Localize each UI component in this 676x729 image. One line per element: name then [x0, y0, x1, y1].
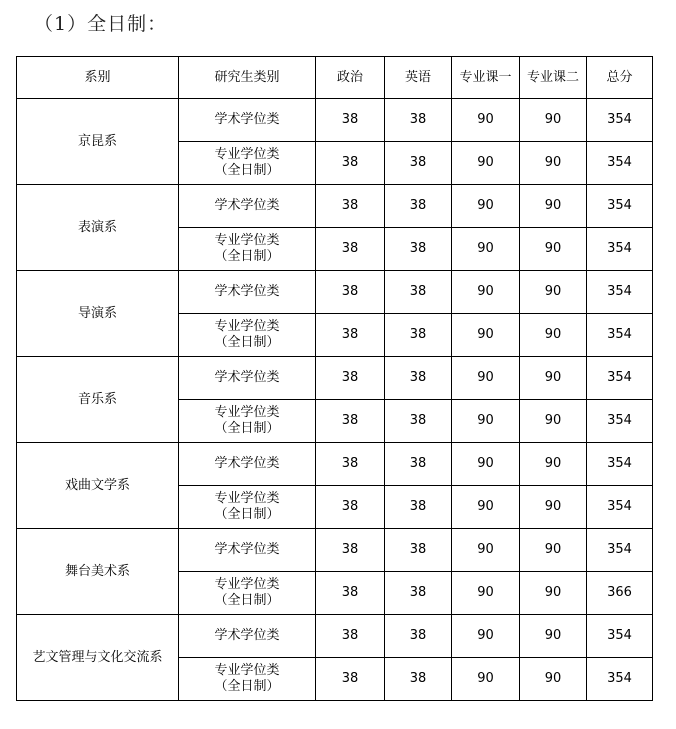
table-row — [17, 529, 653, 572]
student-type-line: （全日制） — [214, 163, 280, 178]
major-2-cell: 90 — [520, 486, 587, 529]
major-2-cell: 90 — [520, 658, 587, 701]
department-name-cell: 舞台美术系 — [17, 529, 179, 615]
politics-cell: 38 — [316, 228, 385, 271]
politics-cell: 38 — [316, 615, 385, 658]
total-cell: 354 — [587, 443, 653, 486]
student-type-line: 专业学位类 — [214, 577, 280, 592]
major-1-cell: 90 — [452, 271, 520, 314]
department-name-cell: 戏曲文学系 — [17, 443, 179, 529]
major-1-cell: 90 — [452, 400, 520, 443]
student-type-line: 专业学位类 — [214, 319, 280, 334]
politics-cell: 38 — [316, 443, 385, 486]
student-type-line: 专业学位类 — [214, 233, 280, 248]
politics-cell: 38 — [316, 271, 385, 314]
english-cell: 38 — [385, 572, 452, 615]
english-cell: 38 — [385, 314, 452, 357]
student-type-cell — [179, 314, 316, 357]
major-2-cell: 90 — [520, 314, 587, 357]
table-row — [17, 185, 653, 228]
major-1-cell: 90 — [452, 357, 520, 400]
total-cell: 354 — [587, 228, 653, 271]
header-major-2: 专业课二 — [520, 57, 587, 99]
major-1-cell: 90 — [452, 314, 520, 357]
total-cell: 354 — [587, 185, 653, 228]
student-type-line: 学术学位类 — [214, 198, 280, 213]
department-name-cell: 音乐系 — [17, 357, 179, 443]
student-type-line: （全日制） — [214, 679, 280, 694]
politics-cell: 38 — [316, 572, 385, 615]
major-2-cell: 90 — [520, 400, 587, 443]
student-type-line: 专业学位类 — [214, 147, 280, 162]
english-cell: 38 — [385, 400, 452, 443]
total-cell: 354 — [587, 271, 653, 314]
politics-cell: 38 — [316, 185, 385, 228]
politics-cell: 38 — [316, 142, 385, 185]
table-header-row — [17, 57, 653, 99]
table-row — [17, 357, 653, 400]
total-cell: 354 — [587, 357, 653, 400]
major-1-cell: 90 — [452, 658, 520, 701]
english-cell: 38 — [385, 99, 452, 142]
student-type-cell — [179, 185, 316, 228]
student-type-line: 学术学位类 — [214, 628, 280, 643]
table-row — [17, 99, 653, 142]
politics-cell: 38 — [316, 400, 385, 443]
english-cell: 38 — [385, 443, 452, 486]
total-cell: 354 — [587, 615, 653, 658]
english-cell: 38 — [385, 357, 452, 400]
politics-cell: 38 — [316, 529, 385, 572]
department-name-cell: 艺文管理与文化交流系 — [17, 615, 179, 701]
student-type-line: （全日制） — [214, 335, 280, 350]
politics-cell: 38 — [316, 357, 385, 400]
department-name-cell: 表演系 — [17, 185, 179, 271]
english-cell: 38 — [385, 486, 452, 529]
major-1-cell: 90 — [452, 529, 520, 572]
table-row — [17, 615, 653, 658]
student-type-cell — [179, 572, 316, 615]
major-2-cell: 90 — [520, 185, 587, 228]
header-department: 系别 — [17, 57, 179, 99]
major-1-cell: 90 — [452, 142, 520, 185]
student-type-cell — [179, 486, 316, 529]
english-cell: 38 — [385, 271, 452, 314]
major-2-cell: 90 — [520, 615, 587, 658]
major-1-cell: 90 — [452, 486, 520, 529]
total-cell: 354 — [587, 658, 653, 701]
student-type-line: 学术学位类 — [214, 542, 280, 557]
student-type-cell — [179, 400, 316, 443]
major-1-cell: 90 — [452, 443, 520, 486]
department-name-cell: 导演系 — [17, 271, 179, 357]
student-type-cell — [179, 529, 316, 572]
student-type-cell — [179, 357, 316, 400]
politics-cell: 38 — [316, 658, 385, 701]
major-2-cell: 90 — [520, 572, 587, 615]
student-type-cell — [179, 228, 316, 271]
english-cell: 38 — [385, 142, 452, 185]
header-politics: 政治 — [316, 57, 385, 99]
major-2-cell: 90 — [520, 142, 587, 185]
header-major-1: 专业课一 — [452, 57, 520, 99]
table-row — [17, 271, 653, 314]
student-type-line: 专业学位类 — [214, 663, 280, 678]
table-body — [17, 99, 653, 701]
header-student-type: 研究生类别 — [179, 57, 316, 99]
major-2-cell: 90 — [520, 99, 587, 142]
student-type-cell — [179, 615, 316, 658]
major-1-cell: 90 — [452, 228, 520, 271]
student-type-line: 学术学位类 — [214, 456, 280, 471]
student-type-line: 专业学位类 — [214, 405, 280, 420]
total-cell: 366 — [587, 572, 653, 615]
english-cell: 38 — [385, 185, 452, 228]
student-type-cell — [179, 443, 316, 486]
student-type-line: （全日制） — [214, 421, 280, 436]
major-2-cell: 90 — [520, 271, 587, 314]
major-1-cell: 90 — [452, 185, 520, 228]
politics-cell: 38 — [316, 99, 385, 142]
total-cell: 354 — [587, 314, 653, 357]
major-1-cell: 90 — [452, 99, 520, 142]
total-cell: 354 — [587, 486, 653, 529]
student-type-line: （全日制） — [214, 507, 280, 522]
major-2-cell: 90 — [520, 443, 587, 486]
english-cell: 38 — [385, 228, 452, 271]
student-type-line: 学术学位类 — [214, 370, 280, 385]
english-cell: 38 — [385, 615, 452, 658]
student-type-line: 学术学位类 — [214, 112, 280, 127]
total-cell: 354 — [587, 529, 653, 572]
english-cell: 38 — [385, 529, 452, 572]
major-2-cell: 90 — [520, 529, 587, 572]
student-type-line: （全日制） — [214, 593, 280, 608]
major-2-cell: 90 — [520, 357, 587, 400]
student-type-cell — [179, 99, 316, 142]
header-english: 英语 — [385, 57, 452, 99]
politics-cell: 38 — [316, 486, 385, 529]
student-type-line: 专业学位类 — [214, 491, 280, 506]
total-cell: 354 — [587, 400, 653, 443]
section-heading: （1）全日制： — [34, 13, 168, 35]
english-cell: 38 — [385, 658, 452, 701]
student-type-cell — [179, 271, 316, 314]
score-table — [16, 56, 653, 701]
politics-cell: 38 — [316, 314, 385, 357]
department-name-cell: 京昆系 — [17, 99, 179, 185]
major-2-cell: 90 — [520, 228, 587, 271]
total-cell: 354 — [587, 142, 653, 185]
student-type-cell — [179, 142, 316, 185]
header-total: 总分 — [587, 57, 653, 99]
major-1-cell: 90 — [452, 572, 520, 615]
total-cell: 354 — [587, 99, 653, 142]
student-type-line: 学术学位类 — [214, 284, 280, 299]
major-1-cell: 90 — [452, 615, 520, 658]
table-row — [17, 443, 653, 486]
student-type-line: （全日制） — [214, 249, 280, 264]
student-type-cell — [179, 658, 316, 701]
